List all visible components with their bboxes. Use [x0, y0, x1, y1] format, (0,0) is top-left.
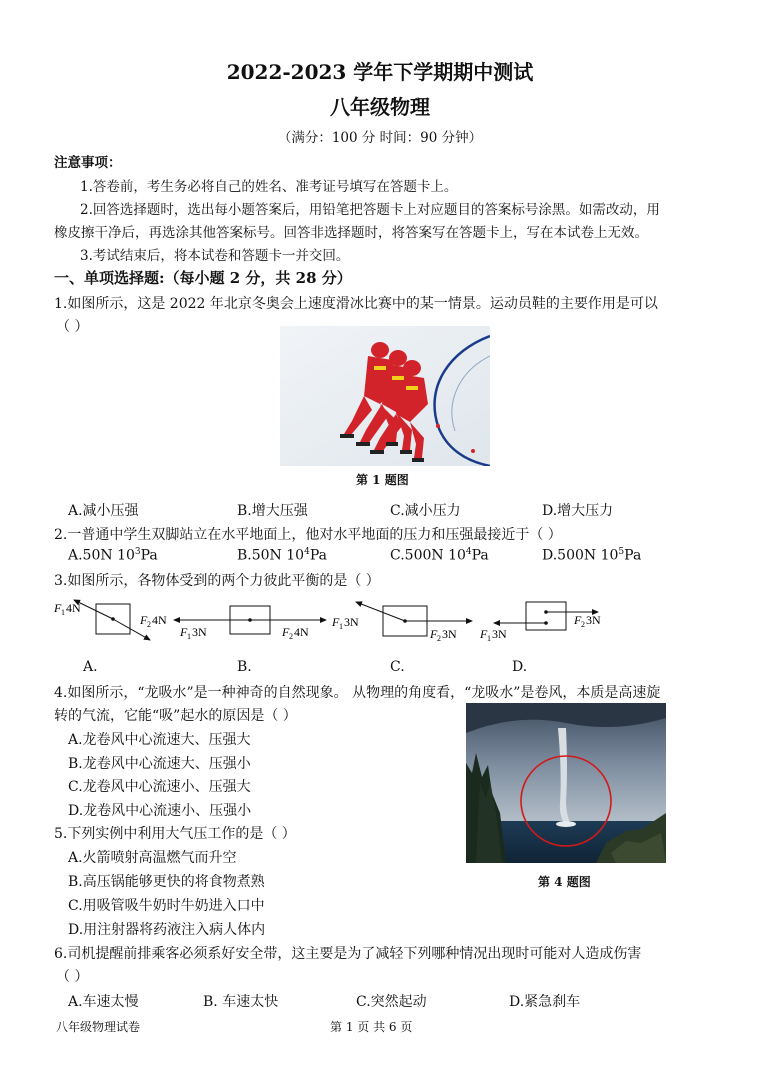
q2-option-a[interactable]: A.50N $10^3Pa$: [68, 547, 158, 564]
q3-a-f1-value: 4N: [66, 601, 81, 615]
exam-meta: （满分：100 分 时间：90 分钟）: [277, 130, 483, 146]
notes-item-2-line-2: 橡皮擦干净后，再选涂其他答案标号。回答非选择题时，将答案写在答题卡上，写在本试卷上无效。: [54, 225, 648, 241]
svg-text:1: 1: [487, 634, 491, 643]
q4-stem-line-2: 转的气流，它能“吸”起水的原因是（ ）: [54, 708, 297, 724]
q3-a-f2-value: 4N: [152, 613, 167, 627]
q3-c-f1-value: 3N: [344, 615, 359, 629]
q3-a-f2-symbol: F: [140, 613, 148, 627]
q3-b-f1-value: 3N: [192, 625, 207, 639]
q3-option-d[interactable]: D.: [512, 659, 528, 675]
q5-option-d[interactable]: D.用注射器将药液注入病人体内: [68, 922, 266, 938]
svg-text:F: F: [574, 613, 582, 627]
svg-text:2: 2: [437, 634, 441, 643]
svg-text:2: 2: [581, 620, 585, 629]
notes-item-3: 3.考试结束后，将本试卷和答题卡一并交回。: [80, 248, 350, 264]
q3-a-f1-symbol: F: [54, 601, 62, 615]
q6-option-b[interactable]: B. 车速太快: [203, 994, 279, 1010]
q6-option-c[interactable]: C.突然起动: [356, 994, 427, 1010]
q3-option-c[interactable]: C.: [390, 659, 405, 675]
q5-option-b[interactable]: B.高压锅能够更快的将食物煮熟: [68, 874, 265, 890]
notes-item-1: 1.答卷前，考生务必将自己的姓名、准考证号填写在答题卡上。: [80, 179, 458, 195]
notes-item-2-line-1: 2.回答选择题时，选出每小题答案后，用铅笔把答题卡上对应题目的答案标号涂黑。如需改动，用: [80, 202, 660, 218]
q6-stem-line-1: 6.司机提醒前排乘客必须系好安全带，这主要是为了减轻下列哪种情况出现时可能对人造成伤害: [54, 946, 642, 962]
q2-option-b[interactable]: B.50N $10^4Pa$: [237, 547, 327, 564]
q6-option-a[interactable]: A.车速太慢: [68, 994, 139, 1010]
q1-speed-skating-photo: [280, 326, 490, 466]
q2-stem: 2.一普通中学生双脚站立在水平地面上，他对水平地面的压力和压强最接近于（ ）: [54, 527, 562, 543]
q4-stem-line-1: 4.如图所示，“龙吸水”是一种神奇的自然现象。 从物理的角度看，“龙吸水”是卷风，本质是高速旋: [54, 685, 661, 701]
q3-diagram-c: [331, 602, 472, 643]
exam-subject: 八年级物理: [330, 95, 430, 119]
q6-stem-line-2: （ ）: [56, 969, 89, 985]
q4-option-b[interactable]: B.龙卷风中心流速大、压强小: [68, 756, 251, 772]
exam-title: 2022-2023 学年下学期期中测试: [226, 60, 534, 84]
q2-option-d[interactable]: D.500N $10^5Pa$: [542, 547, 642, 564]
q4-option-a[interactable]: A.龙卷风中心流速大、压强大: [68, 732, 251, 748]
q3-c-f2-value: 3N: [442, 627, 457, 641]
q3-b-f2-value: 4N: [294, 625, 309, 639]
q2-option-c[interactable]: C.500N $10^4Pa$: [390, 547, 489, 564]
notes-heading: 注意事项：: [54, 155, 122, 171]
svg-text:F: F: [430, 627, 438, 641]
q1-option-d[interactable]: D.增大压力: [542, 503, 614, 519]
svg-text:F: F: [180, 625, 188, 639]
q3-diagram-d: [479, 602, 601, 643]
footer-page-number: 第 1 页 共 6 页: [330, 1020, 413, 1034]
q5-option-a[interactable]: A.火箭喷射高温燃气而升空: [68, 850, 237, 866]
q4-option-c[interactable]: C.龙卷风中心流速小、压强大: [68, 779, 251, 795]
svg-text:F: F: [282, 625, 290, 639]
q3-d-f1-value: 3N: [492, 627, 507, 641]
svg-text:1: 1: [187, 632, 191, 641]
svg-text:F: F: [480, 627, 488, 641]
svg-text:2: 2: [289, 632, 293, 641]
q3-option-b[interactable]: B.: [237, 659, 252, 675]
q3-option-a[interactable]: A.: [83, 659, 98, 675]
q3-force-diagrams: [50, 596, 640, 646]
q1-option-a[interactable]: A.减小压强: [68, 503, 139, 519]
svg-text:1: 1: [339, 622, 343, 631]
section-1-heading: 一、单项选择题:（每小题 2 分，共 28 分）: [54, 269, 352, 287]
q1-stem-line-2: （ ）: [56, 319, 89, 335]
svg-text:F: F: [332, 615, 340, 629]
q5-option-c[interactable]: C.用吸管吸牛奶时牛奶进入口中: [68, 898, 265, 914]
q1-stem-line-1: 1.如图所示，这是 2022 年北京冬奥会上速度滑冰比赛中的某一情景。运动员鞋的主要作用是可以: [54, 296, 658, 312]
q5-stem: 5.下列实例中利用大气压工作的是（ ）: [54, 826, 296, 842]
q4-waterspout-photo: [466, 703, 666, 863]
q3-a-f2-sub: 2: [147, 620, 151, 629]
q3-a-f1-sub: 1: [61, 608, 65, 617]
q3-diagram-a: [53, 600, 167, 640]
q3-stem: 3.如图所示，各物体受到的两个力彼此平衡的是（ ）: [54, 573, 380, 589]
q4-option-d[interactable]: D.龙卷风中心流速小、压强小: [68, 803, 252, 819]
footer-left: 八年级物理试卷: [56, 1020, 141, 1034]
q4-figure-caption: 第 4 题图: [538, 875, 591, 889]
q1-option-c[interactable]: C.减小压力: [390, 503, 461, 519]
q3-d-f2-value: 3N: [586, 613, 601, 627]
q6-option-d[interactable]: D.紧急刹车: [509, 994, 581, 1010]
q3-diagram-b: [174, 606, 326, 641]
q1-figure-caption: 第 1 题图: [356, 473, 409, 487]
q1-option-b[interactable]: B.增大压强: [237, 503, 308, 519]
